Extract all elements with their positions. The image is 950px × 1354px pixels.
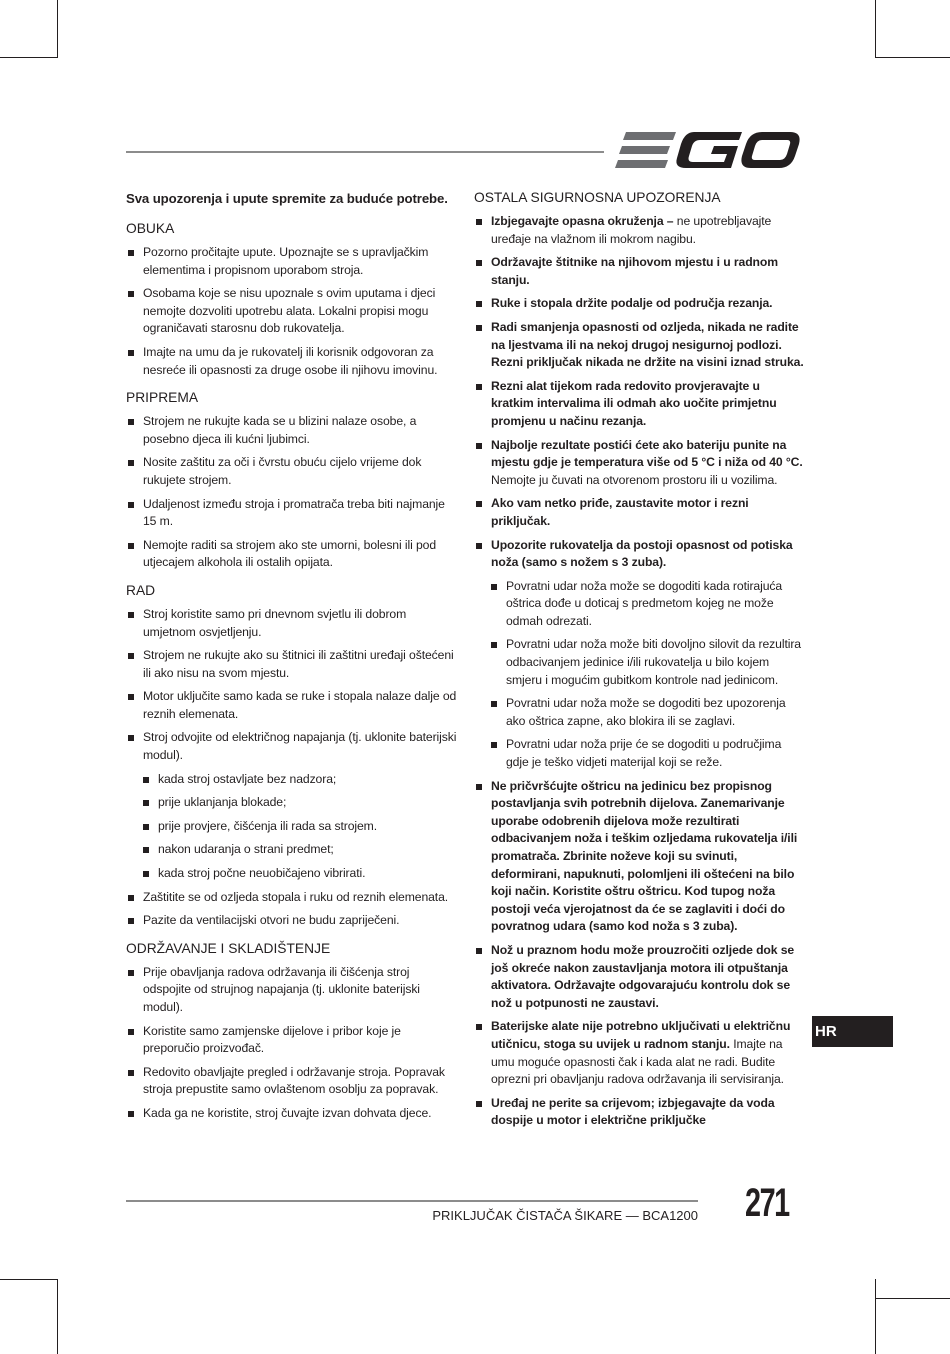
list-item: Nemojte raditi sa strojem ako ste umorni, bolesni ili pod utjecajem alkohola ili ostalih opijata. [126, 537, 458, 572]
bullet-list [126, 606, 458, 930]
list-item: Pozorno pročitajte upute. Upoznajte se s upravljačkim elementima i propisnom uporabom stroja. [126, 244, 458, 279]
bullet-list [126, 413, 458, 572]
list-item: Strojem ne rukujte kada se u blizini nalaze osobe, a posebno djeca ili kućni ljubimci. [126, 413, 458, 448]
section-heading: ODRŽAVANJE I SKLADIŠTENJE [126, 940, 331, 956]
list-item: Najbolje rezultate postići ćete ako bateriju punite na mjestu gdje je temperatura više od 5 °C i niža od 40 °C. Nemojte ju čuvati na otvorenom prostoru ili u vozilima. [474, 437, 804, 490]
list-item: Ruke i stopala držite podalje od područja rezanja. [474, 295, 804, 313]
list-item: Održavajte štitnike na njihovom mjestu i u radnom stanju. [474, 254, 804, 289]
list-item: Pazite da ventilacijski otvori ne budu zapriječeni. [126, 912, 458, 930]
sub-bullet-list [474, 578, 804, 772]
list-item: Baterijske alate nije potrebno uključivati u električnu utičnicu, stoga su uvijek u radnom stanju. Imajte na umu moguće opasnosti čak i kada alat ne radi. Budite oprezni pri obavljanju radova održavanja ili servisiranja. [474, 1018, 804, 1088]
crop-mark [57, 1279, 58, 1354]
list-item: Stroj odvojite od električnog napajanja (tj. uklonite baterijski modul). [126, 729, 458, 764]
sub-list-item: Povratni udar noža može se dogoditi bez upozorenja ako oštrica zapne, ako blokira ili se zaglavi. [474, 695, 804, 730]
sub-list-item: Povratni udar noža može se dogoditi kada rotirajuća oštrica dođe u doticaj s predmetom kojeg ne može odmah odrezati. [474, 578, 804, 631]
list-item: Ako vam netko priđe, zaustavite motor i rezni priključak. [474, 495, 804, 530]
section-heading: OSTALA SIGURNOSNA UPOZORENJA [474, 190, 721, 205]
crop-mark [875, 0, 876, 58]
bullet-list [474, 213, 804, 1130]
list-item: Ne pričvršćujte oštricu na jedinicu bez propisnog postavljanja svih potrebnih dijelova. Zanemarivanje uporabe odobrenih dijelova može rezultirati odbacivanjem noža i teškim ozljedama rukovatelja i/ili promatrača. Zbrinite noževe koji su svinuti, deformirani, napuknuti, polomljeni ili oštećeni na bilo koji način. Koristite oštru oštricu. Kod tupog noža postoji veća vjerojatnost da će se zaglaviti i doći do povratnog udara (samo kod noža s 3 zuba). [474, 778, 804, 936]
sub-list-item: kada stroj počne neuobičajeno vibrirati. [126, 865, 458, 883]
ego-logo [612, 126, 802, 174]
list-item: Osobama koje se nisu upoznale s ovim uputama i djeci nemojte dozvoliti upotrebu alata. Lokalni propisi mogu ograničavati starosnu dob rukovatelja. [126, 285, 458, 338]
sub-list-item: prije uklanjanja blokade; [126, 794, 458, 812]
list-item: Redovito obavljajte pregled i održavanje stroja. Popravak stroja prepustite samo ovlaštenom osoblju za popravak. [126, 1064, 458, 1099]
list-item: Uređaj ne perite sa crijevom; izbjegavajte da voda dospije u motor i električne priključke [474, 1095, 804, 1130]
header-rule [126, 151, 604, 153]
bullet-list [126, 964, 458, 1123]
list-item: Nož u praznom hodu može prouzročiti ozljede dok se još okreće nakon zaustavljanja motora ili otpuštanja aktivatora. Održavajte odgovarajuću kontrolu dok se nož u potpunosti ne zaustavi. [474, 942, 804, 1012]
bullet-list [126, 244, 458, 379]
list-item: Koristite samo zamjenske dijelove i pribor koje je preporučio proizvođač. [126, 1023, 458, 1058]
list-item: Strojem ne rukujte ako su štitnici ili zaštitni uređaji oštećeni ili ako nisu na svom mjestu. [126, 647, 458, 682]
section-heading: PRIPREMA [126, 390, 199, 406]
list-item: Rezni alat tijekom rada redovito provjeravajte u kratkim intervalima ili odmah ako uočite primjetnu promjenu u načinu rezanja. [474, 378, 804, 431]
language-tab: HR [812, 1016, 893, 1047]
crop-mark [875, 1298, 950, 1299]
left-column [126, 189, 458, 1133]
list-item: Upozorite rukovatelja da postoji opasnost od potiska noža (samo s nožem s 3 zuba). Povratni udar noža može se dogoditi kada rotirajuća oštrica dođe u doticaj s predmetom kojeg ne može odmah odrezati. Povratni udar noža može biti dovoljno silovit da rezultira odbacivanjem jedinice i/ili rukovatelja u bilo kojem smjeru i mogućim gubitkom kontrole nad jedinicom. Povratni udar noža može se dogoditi bez upozorenja ako oštrica zapne, ako blokira ili se zaglavi. Povratni udar noža prije će se dogoditi u područjima gdje je teško vidjeti materijal koji se reže. [474, 537, 804, 772]
list-item: Izbjegavajte opasna okruženja – ne upotrebljavajte uređaje na vlažnom ili mokrom nagibu. [474, 213, 804, 248]
sub-list-item: nakon udaranja o strani predmet; [126, 841, 458, 859]
list-item: Radi smanjenja opasnosti od ozljeda, nikada ne radite na ljestvama ili na nekoj drugoj nesigurnoj podlozi. Rezni priključak nikada ne držite na visini iznad struka. [474, 319, 804, 372]
sub-list-item: prije provjere, čišćenja ili rada sa strojem. [126, 818, 458, 836]
crop-mark [875, 57, 950, 58]
list-item: Motor uključite samo kada se ruke i stopala nalaze dalje od reznih elemenata. [126, 688, 458, 723]
crop-mark [57, 0, 58, 58]
page-number: 271 [745, 1181, 789, 1225]
list-item: Imajte na umu da je rukovatelj ili korisnik odgovoran za nesreće ili opasnosti za druge osobe ili njihovu imovinu. [126, 344, 458, 379]
section-heading: RAD [126, 582, 156, 598]
list-item: Zaštitite se od ozljeda stopala i ruku od reznih elemenata. [126, 889, 458, 907]
section-heading: OBUKA [126, 221, 175, 236]
footer-rule [126, 1200, 698, 1202]
list-item: Stroj koristite samo pri dnevnom svjetlu ili dobrom umjetnom osvjetljenju. [126, 606, 458, 641]
list-item: Kada ga ne koristite, stroj čuvajte izvan dohvata djece. [126, 1105, 458, 1123]
sub-list-item: Povratni udar noža može biti dovoljno silovit da rezultira odbacivanjem jedinice i/ili rukovatelja u bilo kojem smjeru i mogućim gubitkom kontrole nad jedinicom. [474, 636, 804, 689]
crop-mark [875, 1279, 876, 1354]
list-item: Udaljenost između stroja i promatrača treba biti najmanje 15 m. [126, 496, 458, 531]
list-item: Prije obavljanja radova održavanja ili čišćenja stroj odspojite od strujnog napajanja (tj. uklonite baterijski modul). [126, 964, 458, 1017]
list-item: Nosite zaštitu za oči i čvrstu obuću cijelo vrijeme dok rukujete strojem. [126, 454, 458, 489]
sub-list-item: Povratni udar noža prije će se dogoditi u područjima gdje je teško vidjeti materijal koji se reže. [474, 736, 804, 771]
footer-title: PRIKLJUČAK ČISTAČA ŠIKARE — BCA1200 [432, 1208, 698, 1223]
sub-list-item: kada stroj ostavljate bez nadzora; [126, 771, 458, 789]
right-column [474, 189, 804, 1140]
crop-mark [0, 1279, 58, 1280]
crop-mark [0, 57, 58, 58]
intro-text: Sva upozorenja i upute spremite za buduće potrebe. [126, 191, 448, 206]
